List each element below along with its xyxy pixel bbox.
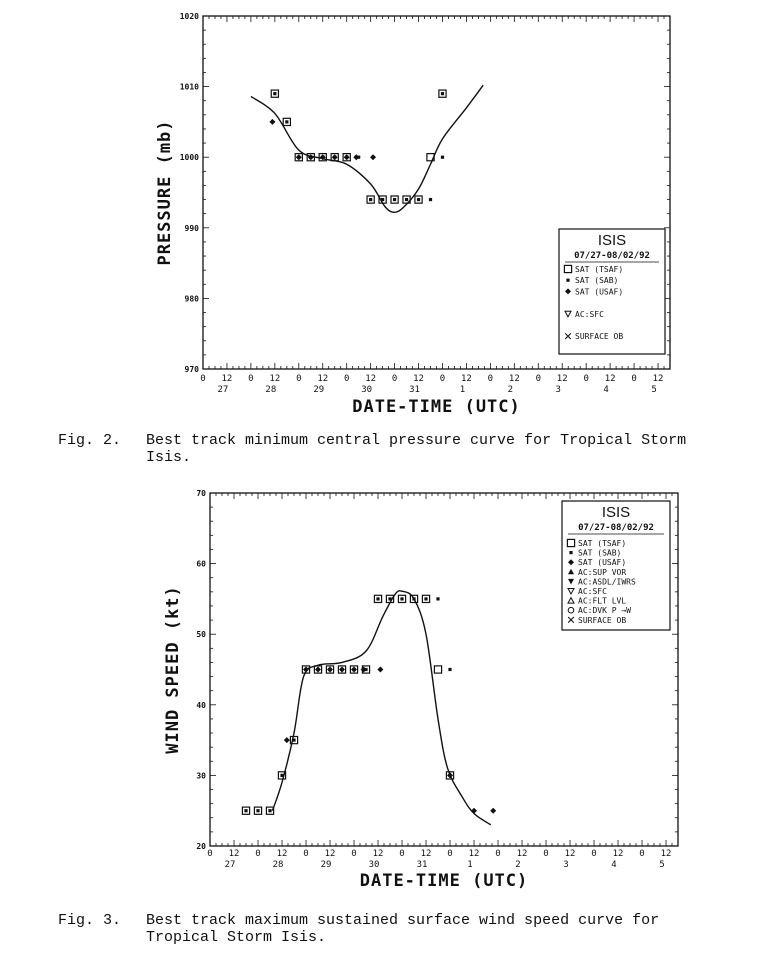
fig3-legend-item: AC:FLT LVL	[578, 596, 627, 606]
fig2-x-tick-label: 12	[269, 374, 281, 384]
figure-3-caption-line-2: Tropical Storm Isis.	[146, 929, 327, 946]
fig2-x-axis-label: DATE-TIME (UTC)	[352, 397, 521, 417]
fig2-point-diamond	[370, 154, 376, 160]
fig3-point-diamond	[447, 772, 453, 778]
fig3-y-axis-label: WIND SPEED (kt)	[163, 585, 183, 754]
fig3-chart	[163, 489, 678, 891]
fig2-y-tick-label: 990	[184, 223, 199, 233]
fig2-point-dot	[285, 120, 288, 123]
fig3-point-diamond	[303, 667, 309, 673]
fig2-legend-item: AC:SFC	[575, 309, 604, 319]
figure-2-caption	[58, 432, 686, 466]
fig2-x-tick-label: 12	[461, 374, 472, 384]
fig3-point-dot	[448, 668, 451, 671]
fig3-y-tick-label: 60	[196, 559, 206, 569]
fig2-x-tick-label: 12	[652, 374, 664, 384]
fig3-legend-title: ISIS	[601, 504, 631, 521]
fig3-legend-item: AC:SFC	[578, 587, 607, 596]
fig2-x-tick-label: 12	[317, 374, 329, 384]
fig3-y-tick-label: 70	[196, 489, 206, 498]
fig3-x-tick-label: 12	[564, 849, 576, 859]
fig3-legend-item: AC:DVK P →W	[578, 606, 631, 616]
fig3-legend-date-range: 07/27-08/02/92	[578, 523, 654, 533]
fig3-point-diamond	[315, 667, 321, 673]
fig3-x-day-label: 2	[515, 860, 521, 870]
fig2-x-tick-label: 0	[631, 374, 637, 384]
fig2-point-dot	[429, 198, 432, 201]
fig3-legend-symbol-dot	[569, 551, 572, 554]
fig3-x-tick-label: 0	[399, 849, 405, 859]
fig3-point-dot	[412, 597, 415, 600]
fig3-x-tick-label: 12	[612, 849, 624, 859]
fig2-x-tick-label: 12	[413, 374, 424, 384]
fig3-x-tick-label: 12	[324, 849, 336, 859]
fig3-y-tick-label: 50	[196, 630, 206, 640]
fig3-point-diamond	[377, 667, 383, 673]
fig3-point-dot	[436, 597, 439, 600]
fig2-y-axis-label: PRESSURE (mb)	[155, 119, 175, 266]
fig2-point-dot	[273, 92, 276, 95]
fig2-x-tick-label: 0	[439, 374, 446, 384]
fig3-legend-item: SAT (USAF)	[578, 558, 627, 568]
fig3-x-tick-label: 12	[420, 849, 432, 859]
fig3-x-tick-label: 0	[447, 849, 453, 859]
fig2-point-dot	[405, 198, 408, 201]
fig2-legend-item: SAT (SAB)	[575, 276, 619, 286]
fig3-x-day-label: 27	[224, 860, 236, 870]
fig2-point-diamond	[344, 154, 350, 160]
fig2-x-day-label: 3	[555, 385, 561, 395]
fig2-legend-title: ISIS	[597, 232, 627, 249]
fig2-x-tick-label: 12	[508, 374, 520, 384]
fig2-legend-symbol-dot	[566, 279, 569, 282]
fig3-x-tick-label: 12	[276, 849, 288, 859]
fig3-point-diamond	[284, 737, 290, 743]
fig2-x-tick-label: 0	[535, 374, 541, 384]
figure-2-label: Fig. 2.	[58, 432, 122, 449]
fig2-x-tick-label: 12	[221, 374, 233, 384]
fig2-y-tick-label: 970	[184, 365, 199, 374]
fig3-x-tick-label: 0	[207, 849, 213, 859]
fig2-x-day-label: 30	[361, 385, 373, 395]
fig3-x-day-label: 30	[368, 860, 380, 870]
fig2-best-track-curve	[251, 85, 483, 212]
fig3-point-diamond	[351, 667, 357, 673]
fig3-x-tick-label: 0	[639, 849, 645, 859]
fig3-x-tick-label: 0	[351, 849, 357, 859]
fig3-point-dot	[280, 774, 283, 777]
fig2-point-dot	[441, 156, 444, 159]
fig3-x-tick-label: 12	[516, 849, 528, 859]
fig3-point-dot	[244, 809, 247, 812]
fig2-x-day-label: 31	[409, 385, 420, 395]
fig3-point-square	[434, 666, 441, 673]
fig2-x-day-label: 27	[217, 385, 229, 395]
fig3-legend-item: SAT (SAB)	[578, 548, 622, 558]
fig2-legend-item: SAT (TSAF)	[575, 265, 624, 274]
fig2-legend-item: SAT (USAF)	[575, 287, 624, 297]
fig3-y-tick-label: 30	[196, 771, 206, 781]
fig3-x-day-label: 4	[611, 860, 617, 870]
fig3-x-day-label: 31	[416, 860, 428, 870]
fig2-legend-item: SURFACE OB	[575, 332, 624, 342]
fig3-point-dot	[292, 739, 295, 742]
fig3-x-tick-label: 0	[495, 849, 501, 859]
fig3-best-track-curve	[272, 591, 490, 825]
fig3-x-tick-label: 0	[591, 849, 597, 859]
fig2-y-tick-label: 1000	[179, 153, 199, 163]
fig2-point-dot	[441, 92, 444, 95]
fig2-x-tick-label: 0	[248, 374, 254, 384]
fig3-x-tick-label: 12	[660, 849, 672, 859]
fig2-legend	[559, 229, 665, 354]
fig2-x-tick-label: 12	[604, 374, 616, 384]
fig2-point-diamond	[269, 119, 275, 125]
fig2-x-tick-label: 0	[487, 374, 494, 384]
figure-3-caption	[58, 912, 659, 946]
fig2-x-day-label: 29	[313, 385, 325, 395]
fig3-legend-item: AC:ASDL/IWRS	[578, 577, 636, 587]
fig3-x-tick-label: 0	[543, 849, 549, 859]
fig2-point-dot	[417, 198, 420, 201]
figure-3-label: Fig. 3.	[58, 912, 122, 929]
fig3-point-diamond	[361, 667, 367, 673]
fig2-point-diamond	[353, 154, 359, 160]
fig2-x-day-label: 1	[459, 385, 466, 395]
fig3-x-tick-label: 0	[303, 849, 309, 859]
fig3-point-dot	[400, 597, 403, 600]
fig3-x-day-label: 1	[467, 860, 473, 870]
fig3-x-day-label: 3	[563, 860, 569, 870]
fig3-legend-item: SAT (TSAF)	[578, 539, 627, 548]
fig2-y-tick-label: 1020	[179, 12, 199, 21]
fig2-x-tick-label: 12	[365, 374, 377, 384]
fig3-x-day-label: 28	[272, 860, 284, 870]
fig2-x-day-label: 5	[651, 385, 657, 395]
fig3-x-tick-label: 0	[255, 849, 261, 859]
fig2-point-diamond	[296, 154, 302, 160]
fig3-point-diamond	[471, 808, 477, 814]
fig3-y-tick-label: 40	[196, 700, 206, 710]
fig2-x-day-label: 2	[507, 385, 514, 395]
fig3-legend-item: AC:SUP VOR	[578, 567, 627, 577]
fig2-x-tick-label: 0	[200, 374, 206, 384]
fig2-chart	[155, 12, 670, 417]
fig3-x-day-label: 5	[659, 860, 665, 870]
fig3-y-tick-label: 20	[196, 842, 206, 851]
fig2-x-tick-label: 12	[556, 374, 568, 384]
fig3-point-dot	[376, 597, 379, 600]
fig3-point-dot	[388, 597, 391, 600]
fig3-point-diamond	[490, 808, 496, 814]
fig2-point-dot	[381, 198, 384, 201]
fig3-point-dot	[424, 597, 427, 600]
fig2-point-dot	[369, 198, 372, 201]
fig2-x-day-label: 28	[265, 385, 277, 395]
fig2-x-tick-label: 0	[583, 374, 589, 384]
fig2-point-dot	[393, 198, 396, 201]
fig3-point-diamond	[339, 667, 345, 673]
fig3-x-tick-label: 12	[468, 849, 480, 859]
fig2-x-day-label: 4	[603, 385, 609, 395]
figure-3-caption-line-1: Best track maximum sustained surface wind speed curve for	[146, 912, 660, 929]
figure-2-caption-line-1: Best track minimum central pressure curve for Tropical Storm	[146, 432, 687, 449]
figure-2-caption-line-2: Isis.	[146, 449, 192, 466]
fig3-point-dot	[256, 809, 259, 812]
fig3-x-tick-label: 12	[228, 849, 240, 859]
fig2-x-tick-label: 0	[296, 374, 302, 384]
fig2-y-tick-label: 1010	[179, 82, 199, 92]
fig3-legend	[562, 501, 670, 630]
fig2-y-tick-label: 980	[184, 294, 199, 304]
fig3-x-axis-label: DATE-TIME (UTC)	[359, 871, 529, 891]
fig2-x-tick-label: 0	[391, 374, 398, 384]
fig3-point-dot	[268, 809, 271, 812]
fig2-point-diamond	[332, 154, 338, 160]
fig3-legend-item: SURFACE OB	[578, 615, 627, 625]
fig2-legend-date-range: 07/27-08/02/92	[574, 251, 650, 261]
fig3-x-day-label: 29	[320, 860, 332, 870]
fig3-x-tick-label: 12	[372, 849, 384, 859]
fig3-point-diamond	[327, 667, 333, 673]
fig2-x-tick-label: 0	[343, 374, 350, 384]
